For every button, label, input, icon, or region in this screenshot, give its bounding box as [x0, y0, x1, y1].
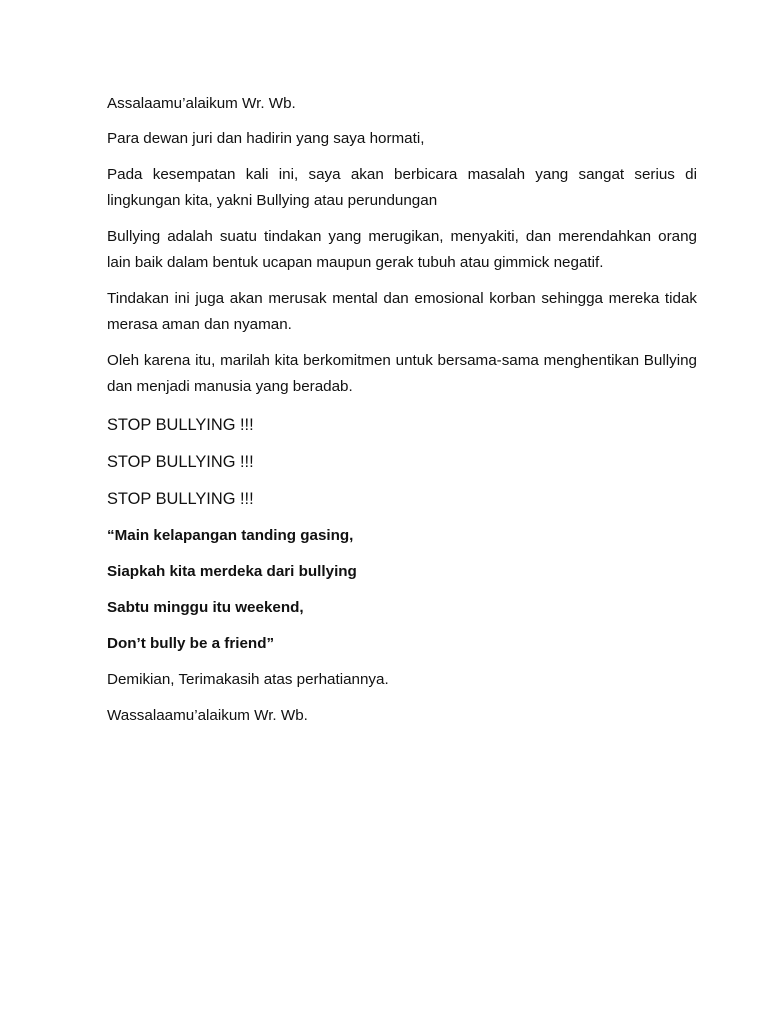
paragraph-2: Bullying adalah suatu tindakan yang merugikan, menyakiti, dan merendahkan orang lain baik dalam bentuk ucapan maupun gerak tubuh atau gimmick negatif.: [107, 228, 697, 271]
pantun-line: Sabtu minggu itu weekend,: [107, 599, 304, 616]
paragraph-3: Tindakan ini juga akan merusak mental dan emosional korban sehingga mereka tidak merasa aman dan nyaman.: [107, 290, 697, 333]
pantun-line: “Main kelapangan tanding gasing,: [107, 527, 354, 544]
stop-bullying-line: STOP BULLYING !!!: [107, 490, 254, 508]
address-line: Para dewan juri dan hadirin yang saya hormati,: [107, 130, 425, 147]
closing-line: Demikian, Terimakasih atas perhatiannya.: [107, 671, 389, 688]
pantun-line: Siapkah kita merdeka dari bullying: [107, 563, 357, 580]
paragraph-4: Oleh karena itu, marilah kita berkomitmen untuk bersama-sama menghentikan Bullying dan menjadi manusia yang beradab.: [107, 352, 697, 395]
stop-bullying-line: STOP BULLYING !!!: [107, 453, 254, 471]
farewell-line: Wassalaamu’alaikum Wr. Wb.: [107, 707, 308, 724]
stop-bullying-line: STOP BULLYING !!!: [107, 416, 254, 434]
pantun-line: Don’t bully be a friend”: [107, 635, 275, 652]
greeting: Assalaamu’alaikum Wr. Wb.: [107, 95, 296, 112]
paragraph-1: Pada kesempatan kali ini, saya akan berbicara masalah yang sangat serius di lingkungan kita, yakni Bullying atau perundungan: [107, 166, 697, 209]
